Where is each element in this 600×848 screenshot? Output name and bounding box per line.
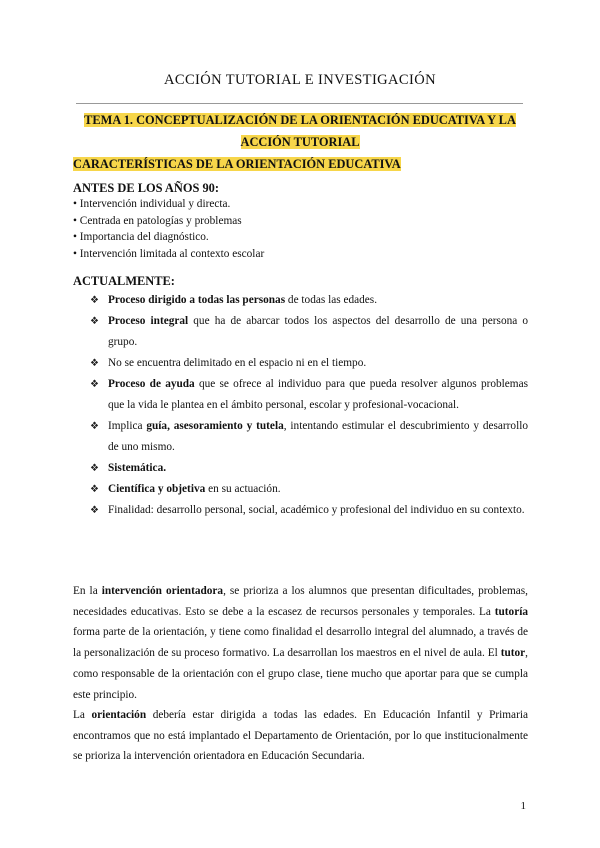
item-text: No se encuentra delimitado en el espacio ni en el tiempo. [108,357,367,369]
text-run: , como responsable de la orientación con el grupo clase, tiene mucho que aportar para que se cumpla este principio. [73,647,528,701]
diamond-bullet-icon: ❖ [90,421,99,432]
text-run: debería estar dirigida a todas las edades. En Educación Infantil y Primaria encontramos que no está implantado el Departamento de Orientación, por lo que institucionalmente se prioriza la intervención orientadora en Educación Secundaria. [73,709,528,763]
item-pre: Implica [108,420,147,432]
list-item: • Intervención limitada al contexto escolar [73,247,265,260]
bold-term: tutor [500,647,526,660]
item-text: Finalidad: desarrollo personal, social, académico y profesional del individuo en su contexto. [108,504,525,516]
diamond-bullet-icon: ❖ [90,316,99,327]
list-item [90,374,528,416]
diamond-bullet-icon: ❖ [90,379,99,390]
text-run: En la [73,585,102,597]
bold-term: tutoría [494,605,528,618]
tema-line-1: TEMA 1. CONCEPTUALIZACIÓN DE LA ORIENTACIÓN EDUCATIVA Y LA [84,113,516,127]
antes-heading: ANTES DE LOS AÑOS 90: [73,181,219,195]
bold-term: intervención orientadora [101,585,224,597]
item-bold: Sistemática. [108,462,167,474]
list-item [90,416,528,458]
actualmente-heading: ACTUALMENTE: [73,274,175,288]
diamond-bullet-icon: ❖ [90,505,99,516]
diamond-bullet-icon: ❖ [90,463,99,474]
tema-heading [70,109,530,153]
bold-term: orientación [91,709,147,721]
paragraph-orientacion [73,705,528,767]
diamond-bullet-icon: ❖ [90,358,99,369]
document-title: ACCIÓN TUTORIAL E INVESTIGACIÓN [164,72,436,88]
item-bold: Proceso dirigido a todas las personas [108,294,286,306]
diamond-bullet-icon: ❖ [90,484,99,495]
text-run: La [73,709,92,721]
page-number: 1 [520,800,526,812]
item-text: en su actuación. [205,483,281,495]
list-item [90,479,528,500]
text-run: , se prioriza a los alumnos que presentan dificultades, problemas, necesidades educativas. Esto se debe a la escasez de recursos personales y temporales. La [73,585,528,618]
item-bold: guía, asesoramiento y tutela [146,420,284,432]
section-heading-text: CARACTERÍSTICAS DE LA ORIENTACIÓN EDUCATIVA [73,157,401,171]
list-item: • Centrada en patologías y problemas [73,214,242,227]
text-run: forma parte de la orientación, y tiene como finalidad el desarrollo integral del alumnado, a través de la personalización de su proceso formativo. La desarrollan los maestros en el nivel de aula. El [73,626,528,660]
list-item [90,311,528,353]
tema-line-2: ACCIÓN TUTORIAL [240,135,360,149]
diamond-bullet-icon: ❖ [90,295,99,306]
item-bold: Científica y objetiva [108,483,206,495]
item-bold: Proceso de ayuda [108,378,195,390]
list-item [90,290,528,311]
item-text: , intentando estimular el descubrimiento y desarrollo de uno mismo. [108,420,528,453]
item-text: de todas las edades. [285,294,378,306]
list-item: • Importancia del diagnóstico. [73,231,209,243]
list-item [90,353,528,374]
list-item [90,500,528,521]
title-divider [76,103,523,104]
list-item: • Intervención individual y directa. [73,198,231,210]
list-item [90,458,528,479]
item-bold: Proceso integral [108,315,189,327]
item-text: que se ofrece al individuo para que pueda resolver algunos problemas que la vida le plantea en el ámbito personal, escolar y profesional-vocacional. [108,378,528,411]
actualmente-list [90,290,528,521]
antes-list [73,196,264,262]
paragraph-intervencion [73,581,528,705]
item-text: que ha de abarcar todos los aspectos del desarrollo de una persona o grupo. [108,315,528,348]
section-heading [73,155,401,173]
